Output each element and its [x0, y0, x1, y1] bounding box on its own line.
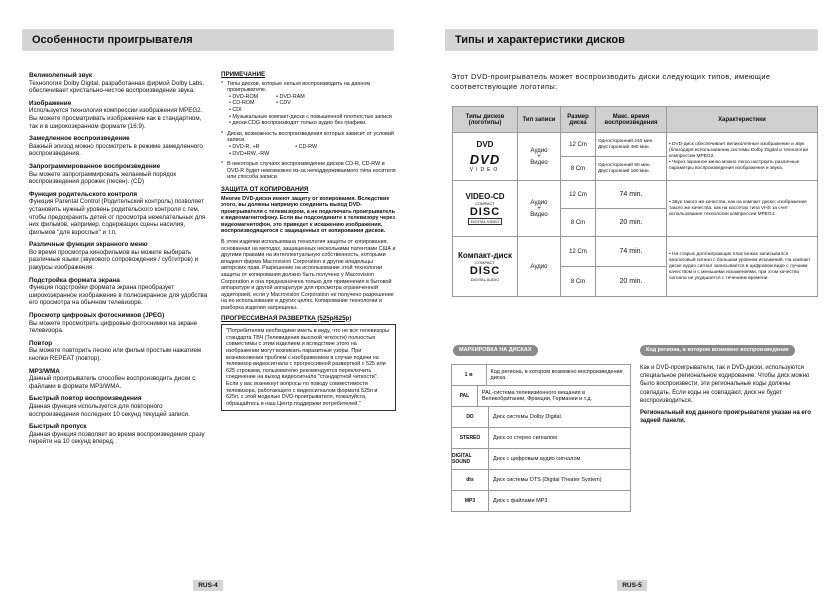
disc-features: • Звук такого же качества, как на компакт диске; изображение такого же качества, как на кассетах типа VHS за счет использования технологии компрессии MPEG1. — [667, 181, 818, 237]
disc-list-item: • DVD-R, +R — [229, 143, 260, 150]
progressive-box: "Потребителям необходимо иметь в виду, что не все телевизоры стандарта ТВЧ (Телевидения высокой четкости) полностью совместимы с этим изделием и вследствие этого на изображении могут возникать паразитные узоры. При возникновении проблем с изображением в случае подачи на телевизор видеосигнала с прогрессивной разверткой с 525 или 625 строками, пользователю рекомендуется переключить соединение на выход видеосигнала "стандартной четкости". Если у вас возникнут вопросы по поводу совместимости телевизора, работающего с видеосигналом формата 525п и 625п, с этой моделью DVD-проигрывателя, пожалуйста, обращайтесь в наш Центр поддержки потребителей." — [221, 324, 396, 411]
digital-video-label: DIGITAL VIDEO — [468, 218, 503, 225]
play-time: Односторонний 80 мин. Двусторонний 160 мин. — [596, 157, 667, 181]
col-header: Тип записи — [518, 107, 561, 133]
notes-column — [221, 72, 396, 411]
note-item-3: * В некоторых случаях воспроизведение дисков CD-R, CD-RW и DVD-R будет невозможно из-за неподдерживаемого типа носителя или способа записи. — [221, 161, 396, 181]
disc-type-dvd — [453, 133, 518, 181]
disc-type-vcd: VIDEO-CD COMPACT DISC DIGITAL VIDEO — [453, 181, 518, 237]
marking-row — [451, 470, 631, 491]
disc-size: 12 Cm — [561, 181, 596, 209]
unsupported-discs — [221, 94, 396, 114]
marking-row — [451, 428, 631, 449]
col-header: Типы дисков (логотипы) — [453, 107, 518, 133]
compact-disc-logo-top: COMPACT — [475, 201, 495, 206]
record-type: Аудио + Видео — [518, 181, 561, 237]
marking-logo-icon: 1 ⊕ — [452, 365, 487, 385]
feature-text: Технология Dolby Digital, разработанная фирмой Dolby Labs, обеспечивает кристально-чистое воспроизведение звука. — [29, 79, 205, 95]
unsupported-discs-extra — [221, 114, 396, 127]
copy-protection-title: ЗАЩИТА ОТ КОПИРОВАНИЯ — [221, 185, 309, 193]
play-time: 74 min. — [596, 237, 667, 267]
region-text: Как и DVD-проигрыватели, так и DVD-диски, используются специальное региональное кодирование. Чтобы диск можно было воспроизвести, эти региональные коды должны совпадать. Если коды не совпадают, диск не будет воспроизводиться. Региональный код данного проигрывателя указан на его задней панели. — [640, 365, 811, 425]
feature-text: Вы можете просмотреть цифровые фотоснимки на экране телевизора. — [29, 319, 198, 335]
disc-list-item: • Музыкальные компакт-диски с повышенной плотностью записи — [229, 113, 392, 120]
left-page-number: RUS-4 — [193, 580, 223, 591]
marking-logo-icon: STEREO — [452, 428, 489, 448]
disc-list-item: • диски CDG воспроизводят только аудио без графики. — [229, 120, 367, 127]
region-title: Код региона, в котором возможно воспроизведение — [640, 345, 795, 356]
right-intro: Этот DVD-проигрыватель может воспроизводить диски следующих типов, имеющие соответствующие логотипы: — [451, 72, 771, 91]
note-item-1: * Типы дисков, которые нельзя воспроизводить на данном проигрывателе. — [221, 80, 371, 94]
disc-size: 8 Cm — [561, 157, 596, 181]
col-header: Макс. время воспроизведения — [596, 107, 667, 133]
play-time: 20 min. — [596, 267, 667, 297]
feature-title: Великолепный звук — [29, 72, 93, 79]
feature-title: Подстройка формата экрана — [29, 276, 120, 284]
disc-list-item: • DVD-RAM — [276, 93, 305, 100]
left-page-header: Особенности проигрывателя — [22, 29, 394, 51]
right-page-header: Типы и характеристики дисков — [445, 29, 818, 51]
disc-list-item: • DVD-ROM — [229, 93, 259, 100]
features-column — [29, 72, 211, 451]
marking-logo-icon: MP3 — [452, 491, 489, 511]
disc-size: 12 Cm — [561, 133, 596, 157]
right-page-number: RUS-5 — [617, 580, 647, 591]
recordable-discs — [221, 144, 396, 157]
feature-text: Функция Parental Control (Родительский контроль) позволяет установить нужный уровень родительского контроля с тем, чтобы предохранить детей от просмотра нежелательных для них фильмов, например, содержащих сцены насилия, фильмов "для взрослых" и т.п. — [29, 198, 206, 236]
table-row — [453, 133, 818, 157]
disc-list-item: • CDI — [229, 106, 242, 113]
copy-protection-bold: Многие DVD-диски имеют защиту от копирования. Вследствие этого, вы должны напрямую соединить выход DVD-проигрывателя с телевизором, а не подключать проигрыватель к видеомагнитофону. Если вы подсоедините к телевизору через видеомагнитофон, это приведет к искажению изображения, воспроизводящегося с защищенных от копирования дисков. — [221, 195, 396, 235]
digital-audio-label: DIGITAL AUDIO — [470, 277, 500, 282]
marking-text: Диск с цифровым аудио сигналом — [493, 455, 581, 462]
marking-row — [451, 491, 631, 512]
disc-size: 12 Cm — [561, 237, 596, 267]
marking-text: Диск системы Dolby Digital. — [493, 413, 563, 420]
disc-type-label: DVD — [476, 140, 494, 149]
disc-size: 8 Cm — [561, 209, 596, 237]
disc-features: • На старых долгоиграющих пластинках записывался аналоговый сигнал с большим уровнем искажений. На компакт диске аудио сигнал записывается в цифровом виде с лучшим качеством и с меньшими искажениями, при этом качество сигнала не ухудшается с течением времени. — [667, 237, 818, 297]
disc-list-item: • DVD+RW, -RW — [229, 150, 270, 157]
note-title: ПРИМЕЧАНИЕ — [221, 71, 266, 78]
disc-spec-table — [452, 106, 818, 297]
feature-title: Изображение — [29, 99, 72, 107]
feature-title: Повтор — [29, 339, 53, 347]
dvd-logo-sub: VIDEO — [469, 167, 501, 173]
note-item-2: * Диски, возможность воспроизведения которых зависит от условий записи. — [221, 130, 394, 144]
markings-list — [451, 364, 631, 512]
marking-text: PAL-система телевизионного вещания в Великобритании, Франции, Германии и т.д. — [481, 389, 592, 402]
copy-protection-text: В этом изделии использована технология защиты от копирования, основанная на методах, защищенных несколькими патентами США и другими правами на интеллектуальную собственность, которыми владеют фирма Macrovision Corporation и другие владельцы авторских прав. Разрешение на использование этой технологии защиты от копирования должно быть получено у Macrovision Corporation и она предназначена только для применения в бытовой аппаратуре и другой аппаратуре для просмотра ограниченной аудиторией, если у Macrovision Corporation не получено разрешение на ее использование в других целях. Копирование технологии и разборка изделия запрещены. — [221, 239, 396, 311]
dvd-logo: DVD — [469, 152, 501, 167]
disc-features: • DVD-диск обеспечивает великолепные изображение и звук (благодаря использованию системы Dolby Digital и технологии компрессии MPEG2. • Через экранное меню можно легко настроить различные параметры воспроизведения изображения и звука. — [667, 133, 818, 181]
record-type: Аудио — [518, 237, 561, 297]
marking-text: Диск со стерео сигналом — [493, 434, 557, 441]
feature-text: Во время просмотра кинофильмов вы можете выбирать различные языки (звукового сопровождения / субтитров) и ракурсы изображения. — [29, 248, 199, 272]
disc-type-cd: Компакт-диск COMPACT DISC DIGITAL AUDIO — [453, 237, 518, 297]
disc-list-item: • CD-ROM — [229, 100, 255, 107]
marking-text: Диск с файлами MP3 — [493, 497, 548, 504]
marking-row — [451, 386, 631, 407]
feature-text: Функция подстройки формата экрана преобразует широкоэкранное изображение в полноэкранное для удобства его просмотра на обычном телевизоре. — [29, 284, 208, 307]
compact-disc-logo-top: COMPACT — [475, 260, 495, 265]
marking-text: Код региона, в котором возможно воспроизведение диска. — [490, 368, 623, 381]
marking-logo-icon: DD — [452, 407, 489, 427]
marking-logo-icon: DIGITAL SOUND — [452, 449, 489, 469]
marking-logo-icon: PAL — [452, 386, 478, 406]
feature-title: MP3/WMA — [29, 367, 60, 375]
col-header: Характеристики — [667, 107, 818, 133]
table-row — [453, 181, 818, 209]
marking-row — [451, 365, 631, 386]
feature-text: Данная функция используется для повторного воспроизведения последних 10 секунд текущей записи. — [29, 402, 190, 418]
feature-text: Важный эпизод можно просмотреть в режиме замедленного воспроизведения. — [29, 142, 203, 158]
disc-size: 8 Cm — [561, 267, 596, 297]
record-type: Аудио + Видео — [518, 133, 561, 181]
table-header-row — [453, 107, 818, 133]
feature-title: Замедленное воспроизведение — [29, 135, 130, 143]
disc-list-item: • CDV — [276, 100, 291, 107]
feature-text: Используется технология компрессии изображения MPEG2. Вы можете просматривать изображение как в стандартном, так и в широкоэкранном формате (16:9). — [29, 107, 203, 130]
feature-title: Различные функции экранного меню — [29, 241, 148, 249]
play-time: 20 min. — [596, 209, 667, 237]
feature-text: Вы можете повторить песню или фильм простым нажатием кнопки REPEAT (повтор). — [29, 347, 202, 362]
marking-row — [451, 407, 631, 428]
disc-list-item: • CD-RW — [295, 143, 318, 150]
play-time: 74 min. — [596, 181, 667, 209]
markings-title: МАРКИРОВКА НА ДИСКАХ — [453, 345, 538, 356]
compact-disc-logo: DISC — [469, 206, 501, 218]
feature-text: Данный проигрыватель способен воспроизводить диски с файлами в формате MP3/WMA. — [29, 375, 196, 390]
feature-title: Функция родительского контроля — [29, 190, 138, 198]
progressive-title: ПРОГРЕССИВНАЯ РАЗВЕРТКА (525p/625p) — [221, 314, 352, 322]
marking-text: Диск системы DTS (Digital Theater System) — [493, 476, 602, 483]
col-header: Размер диска — [561, 107, 596, 133]
feature-title: Быстрый повтор воспроизведения — [29, 395, 142, 403]
feature-title: Просмотр цифровых фотоснимков (JPEG) — [29, 312, 165, 320]
feature-title: Быстрый пропуск — [29, 423, 87, 431]
table-row — [453, 237, 818, 267]
feature-text: Данная функция позволяет во время воспроизведения сразу перейти на 10 секунд вперед. — [29, 430, 205, 446]
compact-disc-logo: DISC — [469, 265, 501, 277]
feature-text: Вы можете запрограммировать желаемый порядок воспроизведения дорожек (песен). (CD) — [29, 170, 177, 186]
play-time: Односторонний 240 мин. Двусторонний 480 мин. — [596, 133, 667, 157]
marking-logo-icon: dts — [452, 470, 489, 490]
feature-title: Запрограммированное воспроизведение — [29, 162, 161, 170]
marking-row — [451, 449, 631, 470]
